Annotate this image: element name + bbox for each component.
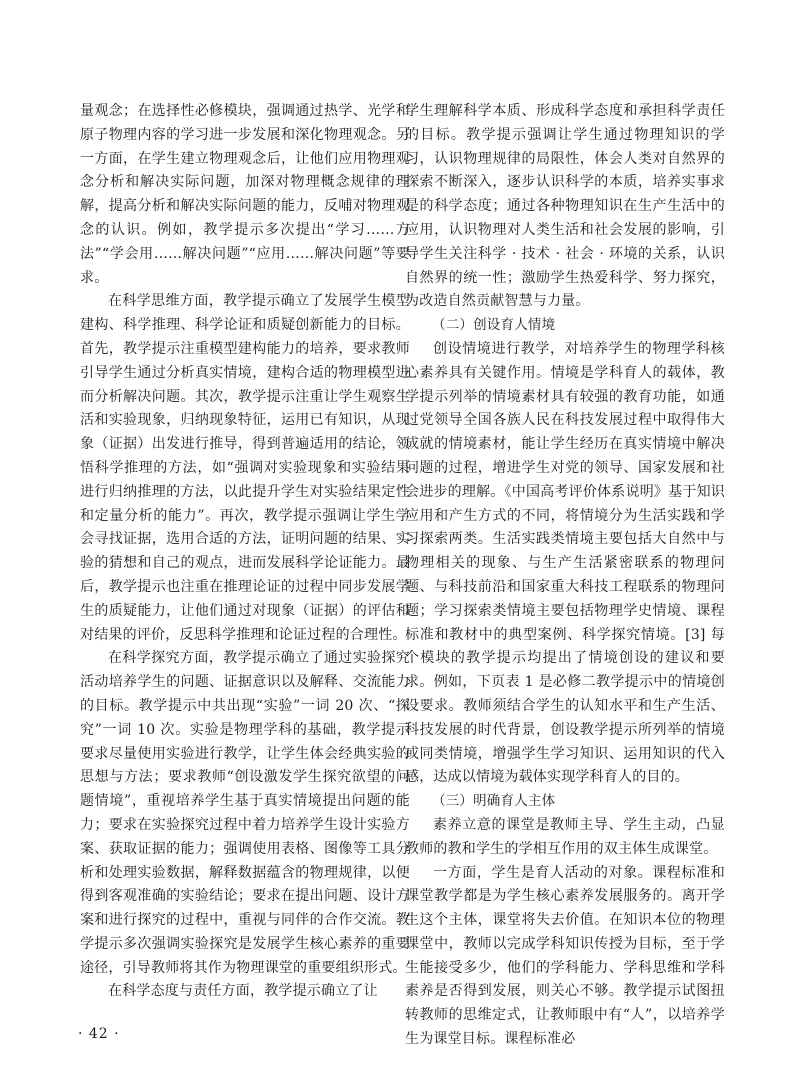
paragraph: 一方面，学生是育人活动的对象。课程标准和课堂教学都是为学生核心素养发展服务的。离开学生这个主体，课堂将失去价值。在知识本位的物理课堂中，教师以完成学科知识传授为目标，至于学生能接受多少，他们的学科能力、学科思维和学科素养是否得到发展，则关心不够。教学提示试图扭转教师的思维定式，让教师眼中有“人”，以培养学生为课堂目标。课程标准必 xyxy=(405,864,725,1048)
section-heading: （二）创设育人情境 xyxy=(432,317,556,334)
paragraph: 创设情境进行教学，对培养学生的物理学科核心素养具有关键作用。情境是学科育人的载体，教学提示列举的情境素材具有较强的教育功能，如通过党领导全国各族人民在科技发展过程中取得伟大成就的情境素材，能让学生经历在真实情境中解决问题的过程，增进学生对党的领导、国家发展和社会进步的理解。《中国高考评价体系说明》基于知识应用和产生方式的不同，将情境分为生活实践和学习探索两类。生活实践类情境主要包括大自然中与物理相关的现象、与生产生活紧密联系的物理问题、与科技前沿和国家重大科技工程联系的物理问题；学习探索类情境主要包括物理学史情境、课程标准和教材中的典型案例、科学探究情境。[3] 每个模块的教学提示均提出了情境创设的建议和要求。例如，下页表 1 是必修二教学提示中的情境创设要求。教师须结合学生的认知水平和生产生活、科技发展的时代背景，创设教学提示所列举的情境或同类情境，增强学生学习知识、运用知识的代入感，达成以情境为载体实现学科育人的目的。 xyxy=(405,340,725,786)
paragraph: 在科学态度与责任方面，教学提示确立了让 xyxy=(108,983,378,1000)
paragraph: 素养立意的课堂是教师主导、学生主动，凸显教师的教和学生的学相互作用的双主体生成课堂。 xyxy=(405,816,725,857)
page-number: · 42 · xyxy=(78,1026,120,1042)
right-column xyxy=(405,100,725,1052)
paragraph: 在科学思维方面，教学提示确立了发展学生模型建构、科学推理、科学论证和质疑创新能力的目标。首先，教学提示注重模型建构能力的培养，要求教师引导学生通过分析真实情境，建构合适的物理模型进而分析解决问题。其次，教学提示注重让学生观察生活和实验现象，归纳现象特征，运用已有知识，从现象（证据）出发进行推导，得到普遍适用的结论，领悟科学推理的方法，如“强调对实验现象和实验结果进行归纳推理的方法，以此提升学生对实验结果定性和定量分析的能力”。再次，教学提示强调让学生学会寻找证据，选用合适的方法，证明问题的结果、实验的猜想和自己的观点，进而发展科学论证能力。最后，教学提示也注重在推理论证的过程中同步发展学生的质疑能力，让他们通过对现象（证据）的评估和对结果的评价，反思科学推理和论证过程的合理性。 xyxy=(80,293,410,643)
paragraph: 学生理解科学本质、形成科学态度和承担科学责任的目标。教学提示强调让学生通过物理知识的学习，认识物理规律的局限性，体会人类对自然界的探索不断深入，逐步认识科学的本质，培养实事求是的科学态度；通过各种物理知识在生产生活中的应用，认识物理对人类生活和社会发展的影响，引导学生关注科学 · 技术 · 社会 · 环境的关系，认识自然界的统一性；激励学生热爱科学、努力探究，为改造自然贡献智慧与力量。 xyxy=(405,103,725,310)
paragraph: 量观念；在选择性必修模块，强调通过热学、光学和原子物理内容的学习进一步发展和深化物理观念。另一方面，在学生建立物理观念后，让他们应用物理观念分析和解决实际问题，加深对物理概念规律的理解，提高分析和解决实际问题的能力，反哺对物理观念的认识。例如，教学提示多次提出“学习……方法”“学会用……解决问题”“应用……解决问题”等要求。 xyxy=(80,103,410,286)
left-column xyxy=(80,100,410,1004)
section-heading: （三）明确育人主体 xyxy=(432,793,556,810)
paragraph: 在科学探究方面，教学提示确立了通过实验探究活动培养学生的问题、证据意识以及解释、交流能力的目标。教学提示中共出现“实验”一词 20 次、“探究”一词 10 次。实验是物理学科的基础，教学提示要求尽量使用实验进行教学，让学生体会经典实验的思想与方法；要求教师“创设激发学生探究欲望的问题情境”，重视培养学生基于真实情境提出问题的能力；要求在实验探究过程中着力培养学生设计实验方案、获取证据的能力；强调使用表格、图像等工具分析和处理实验数据，解释数据蕴含的物理规律，以便得到客观准确的实验结论；要求在提出问题、设计方案和进行探究的过程中，重视与同伴的合作交流。教学提示多次强调实验探究是发展学生核心素养的重要途径，引导教师将其作为物理课堂的重要组织形式。 xyxy=(80,650,410,976)
